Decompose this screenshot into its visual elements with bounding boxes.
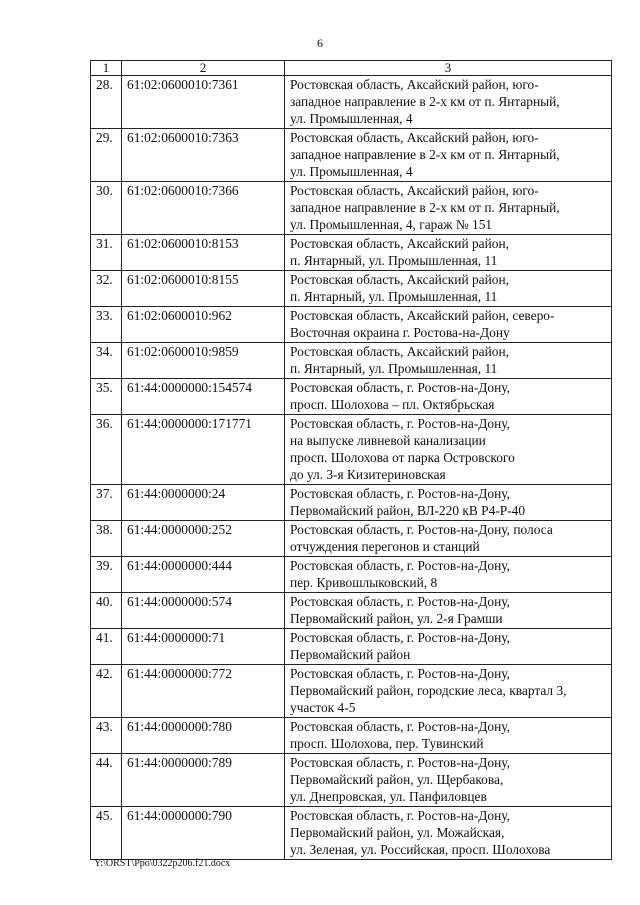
address: [285, 343, 612, 379]
address-line: западное направление в 2-х км от п. Янтарный,: [290, 147, 560, 162]
address: [285, 593, 612, 629]
cadastral-table: [90, 60, 612, 860]
row-number: 30.: [91, 182, 122, 235]
address-line: ул. Промышленная, 4, гараж № 151: [290, 217, 493, 232]
header-col-3: 3: [285, 61, 612, 76]
address-line: Ростовская область, г. Ростов-на-Дону, полоса: [290, 522, 553, 537]
table-header-row: [91, 61, 612, 76]
row-number: 32.: [91, 271, 122, 307]
address-line: Ростовская область, г. Ростов-на-Дону,: [290, 558, 510, 573]
table-row: [91, 557, 612, 593]
address-line: Ростовская область, Аксайский район, юго-: [290, 183, 539, 198]
address: [285, 718, 612, 754]
address-line: до ул. 3-я Кизитериновская: [290, 467, 446, 482]
row-number: 36.: [91, 415, 122, 485]
address-line: западное направление в 2-х км от п. Янтарный,: [290, 94, 560, 109]
address: [285, 665, 612, 718]
address-line: просп. Шолохова – пл. Октябрьская: [290, 397, 495, 412]
address: [285, 379, 612, 415]
table-row: [91, 307, 612, 343]
address: [285, 754, 612, 807]
address-line: просп. Шолохова от парка Островского: [290, 450, 515, 465]
address: [285, 629, 612, 665]
row-number: 44.: [91, 754, 122, 807]
table-row: [91, 235, 612, 271]
address: [285, 76, 612, 129]
address-line: ул. Промышленная, 4: [290, 164, 413, 179]
address-line: Ростовская область, г. Ростов-на-Дону,: [290, 808, 510, 823]
address: [285, 521, 612, 557]
address: [285, 807, 612, 860]
address: [285, 485, 612, 521]
address-line: Ростовская область, г. Ростов-на-Дону,: [290, 486, 510, 501]
cadastral-number: 61:44:0000000:444: [122, 557, 285, 593]
address-line: участок 4-5: [290, 700, 356, 715]
table-row: [91, 807, 612, 860]
row-number: 37.: [91, 485, 122, 521]
cadastral-number: 61:02:0600010:8155: [122, 271, 285, 307]
cadastral-number: 61:44:0000000:772: [122, 665, 285, 718]
address-line: ул. Днепровская, ул. Панфиловцев: [290, 789, 487, 804]
address-line: п. Янтарный, ул. Промышленная, 11: [290, 253, 498, 268]
table-row: [91, 754, 612, 807]
table-row: [91, 271, 612, 307]
address: [285, 557, 612, 593]
row-number: 38.: [91, 521, 122, 557]
table-row: [91, 521, 612, 557]
table-row: [91, 129, 612, 182]
table-row: [91, 593, 612, 629]
table-row: [91, 718, 612, 754]
address-line: ул. Промышленная, 4: [290, 111, 413, 126]
address-line: Первомайский район, ул. 2-я Грамши: [290, 611, 503, 626]
address-line: Ростовская область, г. Ростов-на-Дону,: [290, 755, 510, 770]
address-line: Ростовская область, Аксайский район, юго-: [290, 130, 539, 145]
address: [285, 307, 612, 343]
table-row: [91, 182, 612, 235]
cadastral-number: 61:44:0000000:252: [122, 521, 285, 557]
row-number: 41.: [91, 629, 122, 665]
file-path-footer: Y:\ORST\Ppo\0322p206.f21.docx: [94, 858, 231, 869]
table-row: [91, 343, 612, 379]
address-line: Ростовская область, г. Ростов-на-Дону,: [290, 380, 510, 395]
row-number: 28.: [91, 76, 122, 129]
address-line: на выпуске ливневой канализации: [290, 433, 486, 448]
row-number: 29.: [91, 129, 122, 182]
address-line: Ростовская область, г. Ростов-на-Дону,: [290, 416, 510, 431]
address-line: Первомайский район, ул. Щербакова,: [290, 772, 504, 787]
table-row: [91, 379, 612, 415]
row-number: 40.: [91, 593, 122, 629]
address-line: Первомайский район, городские леса, квартал 3,: [290, 683, 567, 698]
address-line: отчуждения перегонов и станций: [290, 539, 480, 554]
address-line: Ростовская область, Аксайский район, юго-: [290, 77, 539, 92]
address-line: Ростовская область, Аксайский район,: [290, 236, 509, 251]
address-line: Первомайский район: [290, 647, 411, 662]
address-line: Ростовская область, Аксайский район, северо-: [290, 308, 555, 323]
row-number: 39.: [91, 557, 122, 593]
header-col-2: 2: [122, 61, 285, 76]
row-number: 31.: [91, 235, 122, 271]
row-number: 35.: [91, 379, 122, 415]
cadastral-number: 61:44:0000000:154574: [122, 379, 285, 415]
cadastral-number: 61:44:0000000:574: [122, 593, 285, 629]
address-line: Ростовская область, г. Ростов-на-Дону,: [290, 630, 510, 645]
table-row: [91, 665, 612, 718]
row-number: 42.: [91, 665, 122, 718]
row-number: 43.: [91, 718, 122, 754]
address-line: пер. Кривошлыковский, 8: [290, 575, 438, 590]
cadastral-number: 61:02:0600010:9859: [122, 343, 285, 379]
address: [285, 235, 612, 271]
address-line: п. Янтарный, ул. Промышленная, 11: [290, 289, 498, 304]
address-line: п. Янтарный, ул. Промышленная, 11: [290, 361, 498, 376]
row-number: 33.: [91, 307, 122, 343]
address-line: Ростовская область, Аксайский район,: [290, 272, 509, 287]
address-line: Первомайский район, ВЛ-220 кВ Р4-Р-40: [290, 503, 526, 518]
cadastral-number: 61:02:0600010:8153: [122, 235, 285, 271]
cadastral-number: 61:02:0600010:962: [122, 307, 285, 343]
address-line: западное направление в 2-х км от п. Янтарный,: [290, 200, 560, 215]
cadastral-number: 61:44:0000000:790: [122, 807, 285, 860]
address-line: Ростовская область, Аксайский район,: [290, 344, 509, 359]
address-line: Восточная окраина г. Ростова-на-Дону: [290, 325, 510, 340]
row-number: 45.: [91, 807, 122, 860]
cadastral-number: 61:44:0000000:171771: [122, 415, 285, 485]
address-line: Ростовская область, г. Ростов-на-Дону,: [290, 594, 510, 609]
address: [285, 129, 612, 182]
cadastral-number: 61:44:0000000:24: [122, 485, 285, 521]
cadastral-number: 61:02:0600010:7366: [122, 182, 285, 235]
table-row: [91, 76, 612, 129]
address: [285, 271, 612, 307]
cadastral-number: 61:44:0000000:789: [122, 754, 285, 807]
table-row: [91, 629, 612, 665]
address: [285, 182, 612, 235]
page-number: 6: [317, 36, 323, 50]
header-col-1: 1: [91, 61, 122, 76]
address-line: Ростовская область, г. Ростов-на-Дону,: [290, 719, 510, 734]
cadastral-number: 61:44:0000000:71: [122, 629, 285, 665]
address-line: ул. Зеленая, ул. Российская, просп. Шолохова: [290, 842, 551, 857]
row-number: 34.: [91, 343, 122, 379]
address-line: Первомайский район, ул. Можайская,: [290, 825, 505, 840]
cadastral-number: 61:02:0600010:7363: [122, 129, 285, 182]
table-row: [91, 485, 612, 521]
address: [285, 415, 612, 485]
address-line: Ростовская область, г. Ростов-на-Дону,: [290, 666, 510, 681]
cadastral-number: 61:44:0000000:780: [122, 718, 285, 754]
address-line: просп. Шолохова, пер. Тувинский: [290, 736, 484, 751]
table-row: [91, 415, 612, 485]
cadastral-number: 61:02:0600010:7361: [122, 76, 285, 129]
